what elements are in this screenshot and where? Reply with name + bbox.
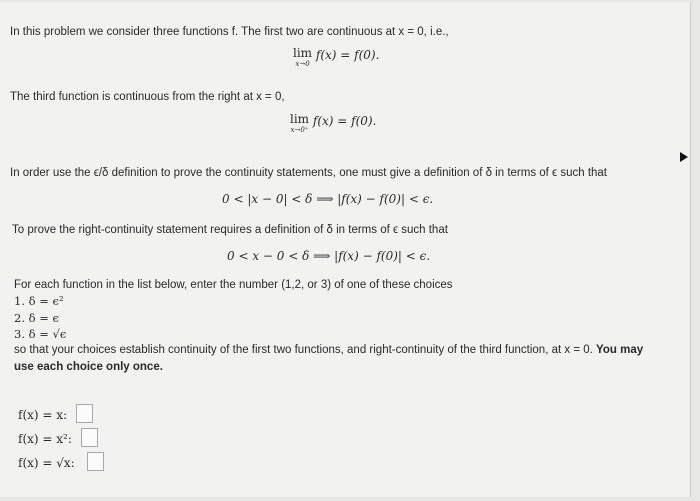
closing-line bbox=[14, 343, 643, 357]
choice-1: 1. δ = ϵ² bbox=[14, 294, 64, 308]
limit-body: f(x) = f(0). bbox=[312, 114, 377, 128]
limit-body: f(x) = f(0). bbox=[315, 48, 380, 62]
limit-equation-right bbox=[290, 114, 376, 136]
choice-3: 3. δ = √ϵ bbox=[14, 327, 67, 341]
closing-bold-line: use each choice only once. bbox=[14, 361, 163, 373]
intro-line: In this problem we consider three functions f. The first two are continuous at x = 0, i.e., bbox=[10, 26, 449, 38]
closing-bold-text: You may bbox=[596, 344, 644, 356]
lim-word: lim bbox=[290, 112, 310, 126]
limit-equation-two-sided bbox=[293, 48, 379, 70]
lim-subscript: x→0 bbox=[295, 60, 310, 68]
right-definition-line: To prove the right-continuity statement requires a definition of δ in terms of ϵ such that bbox=[12, 224, 448, 236]
epsilon-delta-implication: 0 < |x − 0| < δ ⟹ |f(x) − f(0)| < ϵ. bbox=[222, 192, 434, 206]
answer-label-1: f(x) = x: bbox=[18, 408, 68, 422]
answer-label-2: f(x) = x²: bbox=[18, 432, 72, 446]
definition-line: In order use the ϵ/δ definition to prove the continuity statements, one must give a definition of δ in terms of ϵ such that bbox=[10, 167, 608, 179]
lim-word: lim bbox=[293, 46, 313, 60]
answer-input-1[interactable] bbox=[76, 404, 93, 423]
problem-panel bbox=[0, 2, 691, 497]
closing-text: so that your choices establish continuity of the first two functions, and right-continuity of the third function, at x = 0. bbox=[14, 344, 593, 356]
mouse-pointer-icon bbox=[680, 152, 688, 162]
right-epsilon-delta-implication: 0 < x − 0 < δ ⟹ |f(x) − f(0)| < ϵ. bbox=[227, 249, 431, 263]
answer-label-3: f(x) = √x: bbox=[18, 456, 75, 470]
choice-2: 2. δ = ϵ bbox=[14, 311, 59, 325]
answer-input-2[interactable] bbox=[81, 428, 98, 447]
right-continuity-line: The third function is continuous from the right at x = 0, bbox=[10, 91, 285, 103]
answer-input-3[interactable] bbox=[87, 452, 104, 471]
lim-subscript: x→0⁺ bbox=[290, 126, 309, 134]
choices-instruction: For each function in the list below, enter the number (1,2, or 3) of one of these choices bbox=[14, 279, 453, 291]
